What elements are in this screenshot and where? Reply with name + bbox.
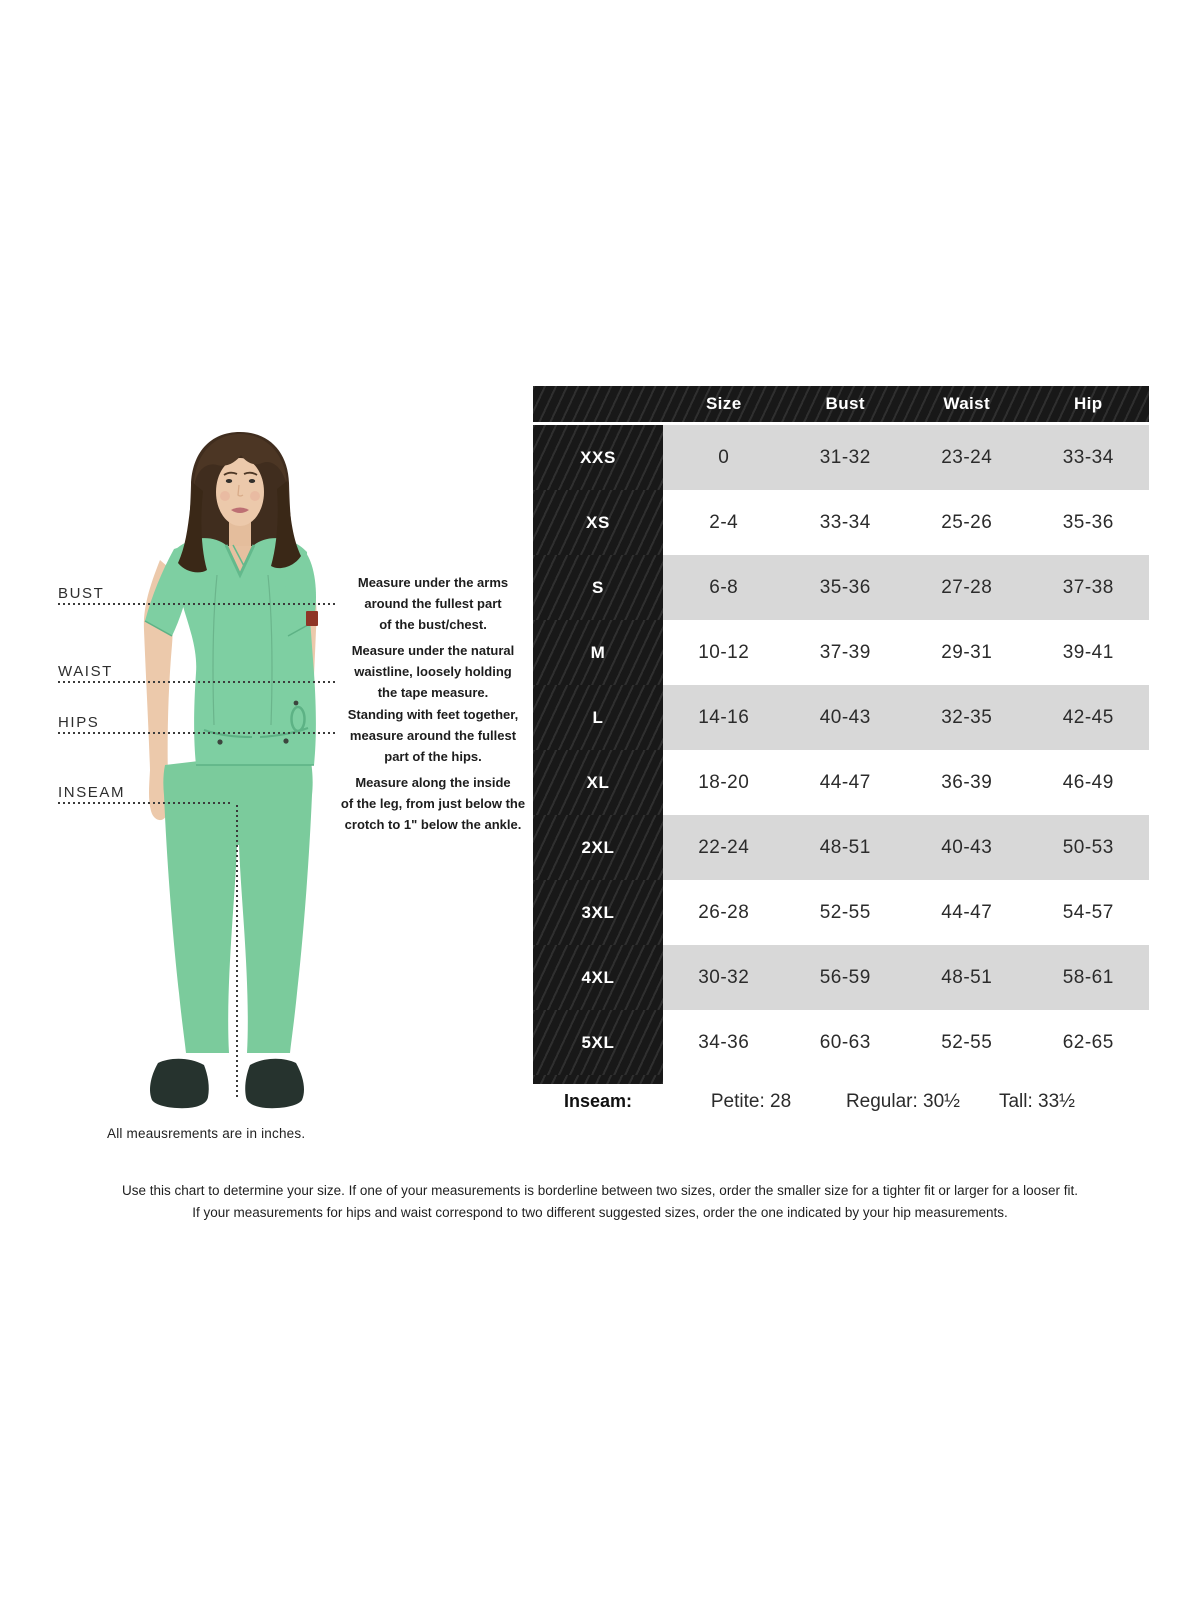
usage-note-line-1: Use this chart to determine your size. If one of your measurements is borderline between two sizes, order the smaller size for a tighter fit or larger for a looser fit. (122, 1183, 1078, 1198)
table-row (533, 425, 1149, 490)
inseam-instruction: Measure along the inside of the leg, from just below the crotch to 1" below the ankle. (340, 775, 526, 832)
table-body (533, 425, 1149, 1084)
cell-hip: 50-53 (1028, 815, 1150, 880)
hips-dotted-line (58, 732, 338, 734)
scrub-pants (163, 761, 312, 1053)
size-label: L (533, 685, 663, 750)
units-note: All meausrements are in inches. (107, 1126, 306, 1141)
size-label: 5XL (533, 1010, 663, 1075)
side-loop-button (294, 701, 299, 706)
cell-size-range: 2-4 (663, 490, 785, 555)
inseam-regular-value: Regular: 30½ (845, 1091, 961, 1112)
cell-hip: 46-49 (1028, 750, 1150, 815)
table-row (533, 880, 1149, 945)
cell-bust: 56-59 (785, 945, 907, 1010)
hips-instruction: Standing with feet together, measure around the fullest part of the hips. (347, 707, 519, 764)
size-label: XXS (533, 425, 663, 490)
bust-dotted-line (58, 603, 338, 605)
header-waist: Waist (943, 394, 991, 413)
pocket-button-left (217, 739, 222, 744)
cell-waist: 32-35 (906, 685, 1028, 750)
cell-waist: 36-39 (906, 750, 1028, 815)
inseam-tall-value: Tall: 33½ (998, 1091, 1076, 1112)
inseam-row-label: Inseam: (563, 1091, 633, 1111)
cell-waist: 25-26 (906, 490, 1028, 555)
cell-hip: 33-34 (1028, 425, 1150, 490)
size-label: M (533, 620, 663, 685)
cell-bust: 33-34 (785, 490, 907, 555)
cell-bust: 40-43 (785, 685, 907, 750)
inseam-vertical-dotted-line (236, 805, 238, 1100)
cell-size-range: 10-12 (663, 620, 785, 685)
table-row (533, 1010, 1149, 1075)
cell-waist: 52-55 (906, 1010, 1028, 1075)
cell-bust: 44-47 (785, 750, 907, 815)
inseam-label: INSEAM (58, 784, 126, 801)
inseam-dotted-line (58, 802, 232, 804)
usage-note-line-2: If your measurements for hips and waist correspond to two different suggested sizes, order the one indicated by your hip measurements. (192, 1205, 1008, 1220)
cell-size-range: 0 (663, 425, 785, 490)
cell-hip: 37-38 (1028, 555, 1150, 620)
header-spacer-cell (533, 386, 663, 422)
cell-waist: 23-24 (906, 425, 1028, 490)
bust-label: BUST (58, 585, 105, 602)
cell-hip: 39-41 (1028, 620, 1150, 685)
cell-waist: 40-43 (906, 815, 1028, 880)
header-size: Size (705, 394, 742, 413)
size-chart-table (533, 386, 1149, 1112)
size-label: XS (533, 490, 663, 555)
cell-size-range: 14-16 (663, 685, 785, 750)
cell-hip: 54-57 (1028, 880, 1150, 945)
cell-bust: 52-55 (785, 880, 907, 945)
usage-note (80, 1180, 1120, 1224)
cell-size-range: 34-36 (663, 1010, 785, 1075)
eye-right (249, 479, 255, 483)
waist-label: WAIST (58, 663, 113, 680)
cell-size-range: 26-28 (663, 880, 785, 945)
cell-size-range: 18-20 (663, 750, 785, 815)
size-label: 3XL (533, 880, 663, 945)
inseam-petite-value: Petite: 28 (710, 1091, 792, 1112)
cell-size-range: 22-24 (663, 815, 785, 880)
size-label: XL (533, 750, 663, 815)
blush-left (220, 491, 230, 501)
cell-size-range: 6-8 (663, 555, 785, 620)
cell-hip: 42-45 (1028, 685, 1150, 750)
table-row (533, 685, 1149, 750)
shoe-left (150, 1059, 209, 1108)
size-label: S (533, 555, 663, 620)
cell-waist: 27-28 (906, 555, 1028, 620)
cell-hip: 62-65 (1028, 1010, 1150, 1075)
cell-hip: 35-36 (1028, 490, 1150, 555)
pocket-button-right (283, 738, 288, 743)
table-header-row (533, 386, 1149, 422)
table-row (533, 620, 1149, 685)
table-row (533, 945, 1149, 1010)
cell-waist: 29-31 (906, 620, 1028, 685)
size-label: 2XL (533, 815, 663, 880)
bust-instruction: Measure under the arms around the fullest part of the bust/chest. (357, 575, 509, 632)
shoe-right (245, 1059, 304, 1108)
waist-instruction: Measure under the natural waistline, loosely holding the tape measure. (351, 643, 515, 700)
table-column-tail (533, 1075, 663, 1084)
cell-waist: 48-51 (906, 945, 1028, 1010)
eye-left (226, 479, 232, 483)
cell-waist: 44-47 (906, 880, 1028, 945)
header-hip: Hip (1073, 394, 1103, 413)
waist-dotted-line (58, 681, 338, 683)
table-row (533, 555, 1149, 620)
cell-bust: 60-63 (785, 1010, 907, 1075)
header-bust: Bust (825, 394, 865, 413)
cell-bust: 48-51 (785, 815, 907, 880)
cell-bust: 37-39 (785, 620, 907, 685)
cell-bust: 35-36 (785, 555, 907, 620)
table-row (533, 815, 1149, 880)
size-label: 4XL (533, 945, 663, 1010)
cell-hip: 58-61 (1028, 945, 1150, 1010)
cell-size-range: 30-32 (663, 945, 785, 1010)
cell-bust: 31-32 (785, 425, 907, 490)
inseam-options-row (533, 1091, 1149, 1115)
blush-right (250, 491, 260, 501)
hips-label: HIPS (58, 714, 100, 731)
sleeve-tag (306, 611, 318, 626)
table-row (533, 750, 1149, 815)
table-row (533, 490, 1149, 555)
